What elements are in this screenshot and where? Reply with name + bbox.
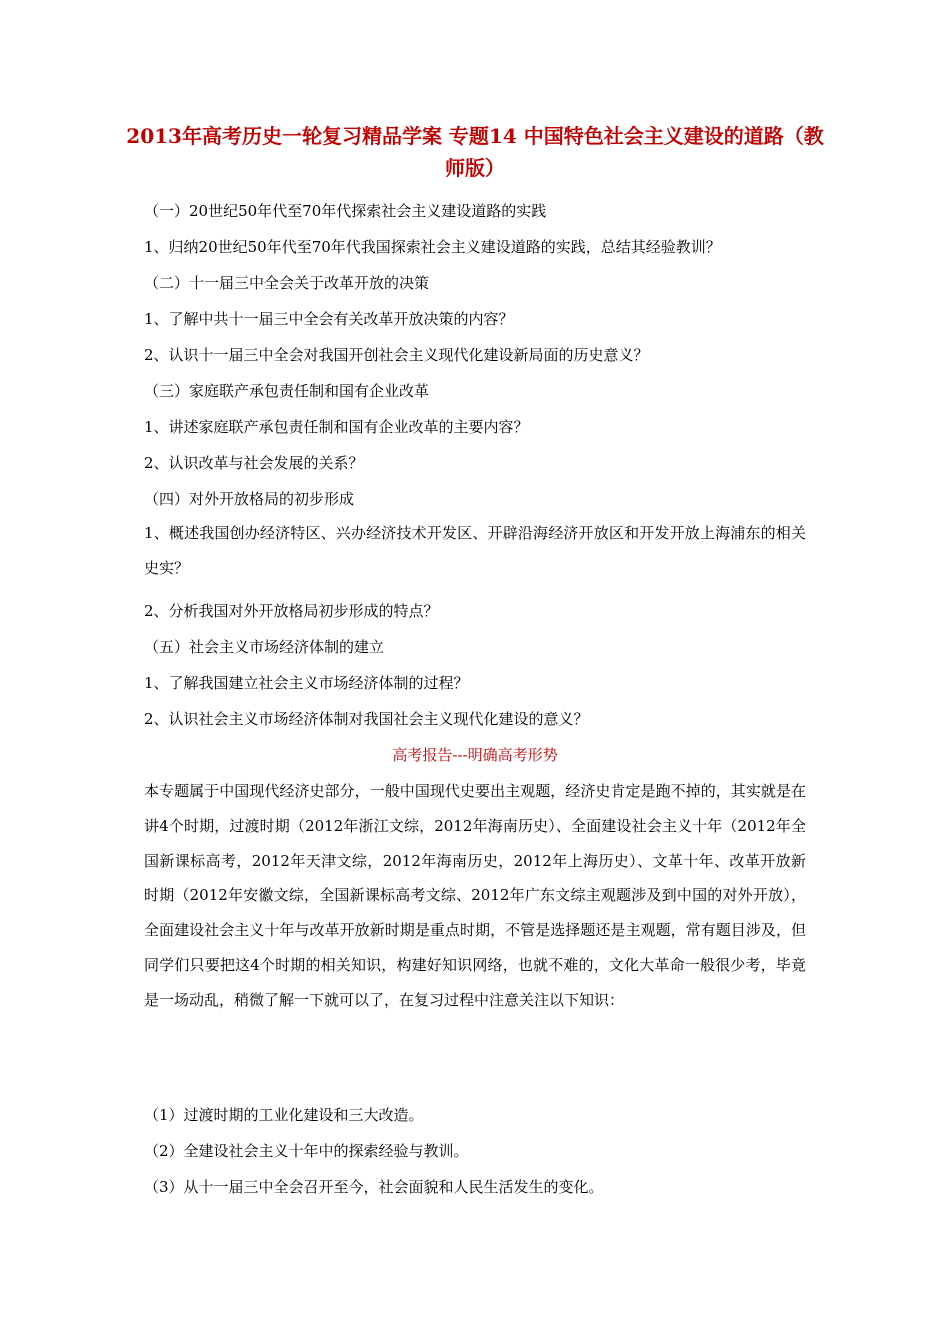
question-4-2: 2、分析我国对外开放格局初步形成的特点？: [144, 602, 439, 620]
section-heading-5: （五）社会主义市场经济体制的建立: [144, 638, 385, 656]
question-4-1: 1、概述我国创办经济特区、兴办经济技术开发区、开辟沿海经济开放区和开发开放上海浦东的相关史实？: [144, 524, 806, 577]
knowledge-point-1: （1）过渡时期的工业化建设和三大改造。: [144, 1106, 424, 1124]
section-heading-3: （三）家庭联产承包责任制和国有企业改革: [144, 382, 430, 400]
question-2-1: 1、了解中共十一届三中全会有关改革开放决策的内容？: [144, 310, 514, 328]
section-heading-2: （二）十一届三中全会关于改革开放的决策: [144, 274, 430, 292]
question-3-2: 2、认识改革与社会发展的关系？: [144, 454, 364, 472]
knowledge-point-2: （2）全建设社会主义十年中的探索经验与教训。: [144, 1142, 469, 1160]
question-2-2: 2、认识十一届三中全会对我国开创社会主义现代化建设新局面的历史意义？: [144, 346, 649, 364]
report-paragraph: 本专题属于中国现代经济史部分，一般中国现代史要出主观题，经济史肯定是跑不掉的，其实就是在讲4个时期，过渡时期（2012年浙江文综，2012年海南历史）、全面建设社会主义十年（2012年全国新课标高考，2012年天津文综，2012年海南历史，2012年上海历史）、文革十年、改革开放新时期（2012年安徽文综，全国新课标高考文综、2012年广东文综主观题涉及到中国的对外开放），全面建设社会主义十年与改革开放新时期是重点时期，不管是选择题还是主观题，常有题目涉及，但同学们只要把这4个时期的相关知识，构建好知识网络，也就不难的，文化大革命一般很少考，毕竟是一场动乱，稍微了解一下就可以了，在复习过程中注意关注以下知识：: [144, 782, 806, 1009]
question-5-1: 1、了解我国建立社会主义市场经济体制的过程？: [144, 674, 469, 692]
report-heading: 高考报告---明确高考形势: [392, 746, 558, 764]
question-1-1: 1、归纳20世纪50年代至70年代我国探索社会主义建设道路的实践，总结其经验教训？: [144, 238, 721, 256]
question-5-2: 2、认识社会主义市场经济体制对我国社会主义现代化建设的意义？: [144, 710, 589, 728]
knowledge-point-3: （3）从十一届三中全会召开至今，社会面貌和人民生活发生的变化。: [144, 1178, 604, 1196]
document-title: 2013年高考历史一轮复习精品学案 专题14 中国特色社会主义建设的道路（教师版）: [126, 124, 824, 180]
section-heading-1: （一）20世纪50年代至70年代探索社会主义建设道路的实践: [144, 202, 547, 220]
question-3-1: 1、讲述家庭联产承包责任制和国有企业改革的主要内容？: [144, 418, 529, 436]
section-heading-4: （四）对外开放格局的初步形成: [144, 490, 355, 508]
